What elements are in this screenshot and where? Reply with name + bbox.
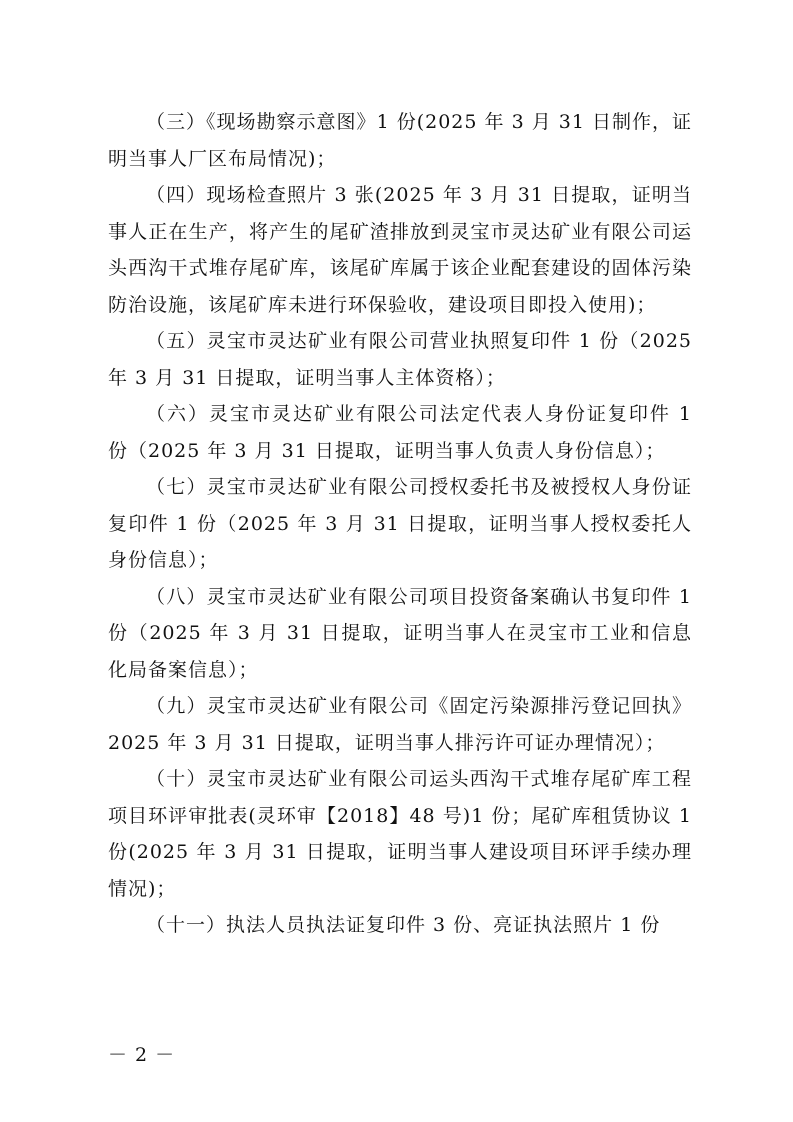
evidence-item-7: （七）灵宝市灵达矿业有限公司授权委托书及被授权人身份证复印件 1 份（2025 年 3 月 31 日提取，证明当事人授权委托人身份信息）； <box>108 476 692 571</box>
evidence-item-3: （三）《现场勘察示意图》1 份(2025 年 3 月 31 日制作，证明当事人厂区布局情况)； <box>108 111 692 170</box>
evidence-item-5: （五）灵宝市灵达矿业有限公司营业执照复印件 1 份（2025 年 3 月 31 日提取，证明当事人主体资格）； <box>108 330 692 389</box>
evidence-item-10: （十）灵宝市灵达矿业有限公司运头西沟干式堆存尾矿库工程项目环评审批表(灵环审【2018】48 号)1 份；尾矿库租赁协议 1 份(2025 年 3 月 31 日提取，证明当事人建设项目环评手续办理情况)； <box>108 768 692 900</box>
evidence-item-6: （六）灵宝市灵达矿业有限公司法定代表人身份证复印件 1 份（2025 年 3 月 31 日提取，证明当事人负责人身份信息）； <box>108 403 692 462</box>
evidence-item-8: （八）灵宝市灵达矿业有限公司项目投资备案确认书复印件 1 份（2025 年 3 月 31 日提取，证明当事人在灵宝市工业和信息化局备案信息）； <box>108 585 692 681</box>
page-number: － 2 － <box>108 1044 176 1066</box>
evidence-item-11: （十一）执法人员执法证复印件 3 份、亮证执法照片 1 份 <box>146 914 661 936</box>
evidence-item-4: （四）现场检查照片 3 张(2025 年 3 月 31 日提取，证明当事人正在生产，将产生的尾矿渣排放到灵宝市灵达矿业有限公司运头西沟干式堆存尾矿库，该尾矿库属于该企业配套建设的固体污染防治设施，该尾矿库未进行环保验收，建设项目即投入使用)； <box>108 184 692 316</box>
document-body <box>108 104 692 944</box>
evidence-item-9: （九）灵宝市灵达矿业有限公司《固定污染源排污登记回执》2025 年 3 月 31 日提取，证明当事人排污许可证办理情况）； <box>108 695 692 754</box>
